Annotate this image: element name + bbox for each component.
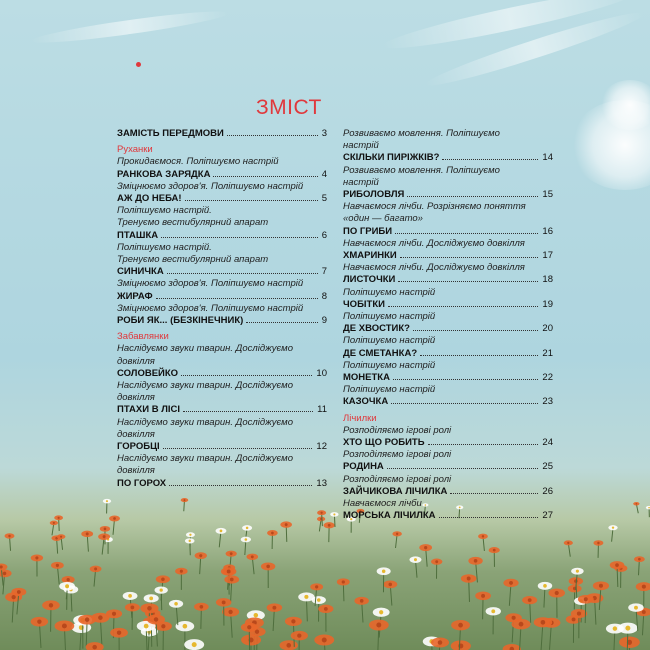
toc-entry-title: ХТО ЩО РОБИТЬ: [343, 437, 425, 449]
toc-entry[interactable]: [117, 230, 327, 242]
toc-entry-title: РИБОЛОВЛЯ: [343, 189, 405, 201]
toc-entry-note: Розвиваємо мовлення. Поліпшуємо: [343, 164, 500, 176]
toc-entry-title: ПО ГРИБИ: [343, 225, 393, 237]
toc-page-number: 15: [542, 189, 553, 201]
orange-flower: [90, 566, 102, 587]
dot-leader: [400, 257, 539, 258]
orange-flower: [224, 575, 239, 601]
orange-flower: [51, 562, 64, 585]
toc-entry-note: Поліпшуємо настрій.: [117, 205, 212, 217]
toc-entry[interactable]: [343, 152, 553, 164]
toc-entry-note: Тренуємо вестибулярний апарат: [117, 254, 269, 266]
toc-entry-note: Поліпшуємо настрій: [343, 311, 436, 323]
toc-entry-title: ПТАШКА: [117, 229, 159, 241]
orange-flower: [636, 608, 650, 635]
toc-entry-note: Наслідуємо звуки тварин. Досліджуємо: [117, 380, 293, 392]
toc-entry-title: ЗАМІСТЬ ПЕРЕДМОВИ: [117, 128, 224, 139]
orange-flower: [5, 592, 22, 622]
dot-leader: [387, 468, 539, 469]
orange-flower: [337, 578, 350, 601]
dot-leader: [450, 493, 538, 494]
toc-entry-note: Розподіляємо ігрові ролі: [343, 473, 452, 485]
orange-flower: [181, 498, 188, 511]
toc-page-number: 16: [542, 225, 553, 237]
toc-entry-note: Наслідуємо звуки тварин. Досліджуємо: [117, 453, 293, 465]
orange-flower: [110, 628, 128, 650]
toc-page-number: 14: [542, 152, 553, 164]
dot-leader: [185, 200, 318, 201]
toc-entry[interactable]: [117, 266, 327, 278]
orange-flower: [280, 521, 292, 542]
toc-page-number: 18: [542, 274, 553, 286]
toc-entry-title: ЛИСТОЧКИ: [343, 274, 396, 286]
toc-entry-note: Зміцнюємо здоров'я. Поліпшуємо настрій: [117, 180, 304, 192]
toc-page-number: 17: [542, 250, 553, 262]
orange-flower: [194, 603, 209, 629]
orange-flower: [354, 597, 368, 623]
toc-page-number: 9: [321, 315, 327, 327]
toc-entry[interactable]: [117, 291, 327, 303]
toc-entry-title: ДЕ ХВОСТИК?: [343, 323, 410, 335]
toc-page-number: 20: [542, 323, 553, 335]
section-heading: Лічилки: [343, 412, 377, 424]
orange-flower: [31, 617, 48, 648]
dot-leader: [391, 403, 538, 404]
orange-flower: [451, 640, 471, 650]
toc-entry[interactable]: [117, 193, 327, 205]
toc-entry-title: СКІЛЬКИ ПИРІЖКІВ?: [343, 152, 440, 164]
dot-leader: [213, 176, 317, 177]
dot-leader: [227, 135, 318, 136]
dot-leader: [428, 444, 539, 445]
orange-flower: [175, 568, 187, 590]
daisy-flower: [59, 582, 75, 610]
dot-leader: [393, 379, 538, 380]
toc-page-number: 19: [542, 298, 553, 310]
toc-page-number: 8: [321, 290, 327, 302]
orange-flower: [241, 634, 261, 650]
toc-page-number: 21: [542, 347, 553, 359]
toc-entry-note: довкілля: [117, 428, 155, 440]
orange-flower: [195, 552, 207, 574]
contents-left-column: [117, 128, 327, 490]
page-title: ЗМІСТ: [256, 96, 322, 119]
section-heading: Забавлянки: [117, 331, 169, 343]
toc-entry[interactable]: [343, 461, 553, 473]
toc-entry-note: Поліпшуємо настрій: [343, 384, 436, 396]
orange-flower: [5, 533, 15, 551]
orange-flower: [503, 644, 521, 650]
toc-entry[interactable]: [343, 226, 553, 238]
toc-page-number: 6: [321, 229, 327, 241]
toc-entry[interactable]: [343, 323, 553, 335]
daisy-flower: [409, 556, 421, 577]
toc-entry[interactable]: [343, 486, 553, 498]
toc-entry[interactable]: [117, 368, 327, 380]
toc-entry-title: ПТАХИ В ЛІСІ: [117, 404, 181, 416]
toc-entry[interactable]: [343, 274, 553, 286]
toc-entry-title: ЖИРАФ: [117, 290, 153, 302]
orange-flower: [369, 620, 389, 650]
toc-entry-title: ДЕ СМЕТАНКА?: [343, 347, 418, 359]
daisy-flower: [377, 567, 391, 592]
orange-flower: [503, 579, 518, 606]
orange-flower: [86, 642, 104, 650]
toc-entry-note: Розподіляємо ігрові ролі: [343, 449, 452, 461]
contents-right-column: [343, 128, 553, 523]
toc-entry-note: Поліпшуємо настрій: [343, 286, 436, 298]
dot-leader: [407, 196, 538, 197]
toc-entry-note: Розвиваємо мовлення. Поліпшуємо: [343, 128, 500, 139]
orange-flower: [634, 556, 645, 575]
daisy-flower: [646, 506, 650, 517]
orange-flower: [633, 502, 639, 513]
orange-flower: [267, 530, 278, 549]
toc-entry[interactable]: [117, 315, 327, 327]
toc-entry-note: Поліпшуємо настрій: [343, 359, 436, 371]
toc-entry[interactable]: [343, 372, 553, 384]
toc-entry-note: Навчаємося лічби: [343, 498, 422, 510]
toc-entry-note: Прокидаємося. Поліпшуємо настрій: [117, 156, 279, 168]
toc-entry[interactable]: [343, 299, 553, 311]
orange-flower: [593, 540, 603, 558]
orange-flower: [475, 592, 491, 620]
toc-entry-note: Зміцнюємо здоров'я. Поліпшуємо настрій: [117, 278, 304, 290]
toc-entry-note: Поліпшуємо настрій.: [117, 241, 212, 253]
daisy-flower: [298, 592, 314, 621]
toc-entry[interactable]: [343, 437, 553, 449]
toc-entry-title: ПО ГОРОХ: [117, 477, 167, 489]
orange-flower: [318, 605, 333, 632]
toc-entry[interactable]: [343, 348, 553, 360]
toc-page-number: 27: [542, 510, 553, 522]
toc-entry-note: настрій: [343, 140, 379, 152]
toc-entry-note: довкілля: [117, 355, 155, 367]
toc-entry-title: СИНИЧКА: [117, 266, 164, 278]
daisy-flower: [241, 537, 251, 555]
daisy-flower: [215, 528, 226, 547]
toc-entry[interactable]: [117, 478, 327, 490]
dot-leader: [442, 159, 538, 160]
toc-entry[interactable]: [117, 441, 327, 453]
dot-leader: [388, 306, 538, 307]
toc-page-number: 3: [321, 128, 327, 139]
daisy-flower: [486, 607, 501, 634]
orange-flower: [478, 534, 488, 551]
orange-flower: [564, 540, 573, 556]
orange-flower: [50, 521, 58, 536]
dot-leader: [167, 273, 318, 274]
toc-entry-title: ЗАЙЧИКОВА ЛІЧИЛКА: [343, 485, 448, 497]
orange-flower: [489, 547, 500, 567]
orange-flower: [461, 574, 477, 602]
toc-entry-note: «один — багато»: [343, 213, 423, 225]
orange-flower: [431, 638, 449, 650]
toc-entry-title: РОДИНА: [343, 461, 384, 473]
toc-page-number: 13: [316, 477, 327, 489]
toc-entry-title: ГОРОБЦІ: [117, 441, 160, 453]
orange-flower: [109, 515, 120, 534]
red-dot: [136, 62, 141, 67]
toc-entry-note: Навчаємося лічби. Розрізняємо поняття: [343, 201, 526, 213]
toc-entry-note: Наслідуємо звуки тварин. Досліджуємо: [117, 416, 293, 428]
toc-page-number: 4: [321, 168, 327, 180]
toc-page-number: 25: [542, 461, 553, 473]
orange-flower: [419, 544, 432, 567]
toc-page-number: 23: [542, 396, 553, 408]
orange-flower: [392, 531, 401, 548]
orange-flower: [57, 534, 66, 549]
orange-flower: [610, 561, 625, 587]
toc-entry-title: ЧОБІТКИ: [343, 298, 385, 310]
orange-flower: [31, 555, 43, 577]
toc-entry-title: ХМАРИНКИ: [343, 250, 397, 262]
orange-flower: [314, 635, 334, 650]
dot-leader: [439, 517, 539, 518]
toc-page-number: 24: [542, 437, 553, 449]
orange-flower: [81, 531, 93, 552]
toc-entry-note: Зміцнюємо здоров'я. Поліпшуємо настрій: [117, 302, 304, 314]
orange-flower: [431, 559, 442, 579]
toc-entry[interactable]: [343, 250, 553, 262]
toc-page-number: 7: [321, 266, 327, 278]
toc-entry[interactable]: [343, 396, 553, 408]
toc-entry-note: Тренуємо вестибулярний апарат: [117, 217, 269, 229]
orange-flower: [222, 607, 239, 637]
dot-leader: [420, 355, 538, 356]
toc-page-number: 26: [542, 485, 553, 497]
toc-entry-title: МОНЕТКА: [343, 372, 390, 384]
dot-leader: [395, 233, 538, 234]
toc-entry-title: МОРСЬКА ЛІЧИЛКА: [343, 510, 436, 522]
toc-entry-note: Поліпшуємо настрій: [343, 335, 436, 347]
toc-entry-title: РАНКОВА ЗАРЯДКА: [117, 168, 211, 180]
dot-leader: [413, 330, 538, 331]
toc-page-number: 22: [542, 372, 553, 384]
daisy-flower: [169, 600, 183, 625]
toc-entry-note: довкілля: [117, 465, 155, 477]
orange-flower: [267, 603, 283, 631]
toc-entry-note: Навчаємося лічби. Досліджуємо довкілля: [343, 237, 525, 249]
toc-entry-note: Наслідуємо звуки тварин. Досліджуємо: [117, 343, 293, 355]
orange-flower: [280, 640, 298, 650]
toc-entry-title: СОЛОВЕЙКО: [117, 367, 179, 379]
orange-flower: [383, 580, 397, 605]
orange-flower: [261, 562, 275, 588]
daisy-flower: [184, 639, 204, 650]
toc-entry-note: настрій: [343, 176, 379, 188]
orange-flower: [548, 588, 564, 617]
orange-flower: [247, 554, 259, 575]
toc-entry-note: довкілля: [117, 392, 155, 404]
toc-entry[interactable]: [343, 510, 553, 522]
daisy-flower: [608, 525, 617, 542]
dot-leader: [156, 298, 318, 299]
dot-leader: [169, 485, 312, 486]
dot-leader: [181, 375, 312, 376]
cloud-streak: [30, 6, 230, 48]
dot-leader: [163, 448, 313, 449]
dot-leader: [246, 322, 317, 323]
toc-entry[interactable]: [343, 189, 553, 201]
toc-page-number: 11: [317, 404, 327, 416]
toc-entry[interactable]: [117, 169, 327, 181]
dot-leader: [161, 237, 318, 238]
orange-flower: [619, 637, 640, 650]
toc-page-number: 10: [316, 367, 327, 379]
orange-flower: [324, 522, 335, 542]
daisy-flower: [185, 538, 195, 555]
dot-leader: [183, 411, 313, 412]
toc-entry-title: РОБИ ЯК... (БЕЗКІНЕЧНИК): [117, 315, 244, 327]
toc-entry[interactable]: [117, 404, 327, 416]
toc-page-number: 5: [321, 193, 327, 205]
dot-leader: [398, 281, 538, 282]
section-heading: Руханки: [117, 144, 153, 156]
orange-flower: [522, 596, 537, 623]
toc-page-number: 12: [316, 441, 327, 453]
toc-entry[interactable]: [117, 128, 327, 140]
toc-entry-title: АЖ ДО НЕБА!: [117, 193, 182, 205]
toc-entry-note: Навчаємося лічби. Досліджуємо довкілля: [343, 262, 525, 274]
daisy-flower: [103, 499, 111, 514]
toc-entry-title: КАЗОЧКА: [343, 396, 389, 408]
orange-flower: [55, 621, 75, 650]
toc-entry-note: Розподіляємо ігрові ролі: [343, 424, 452, 436]
